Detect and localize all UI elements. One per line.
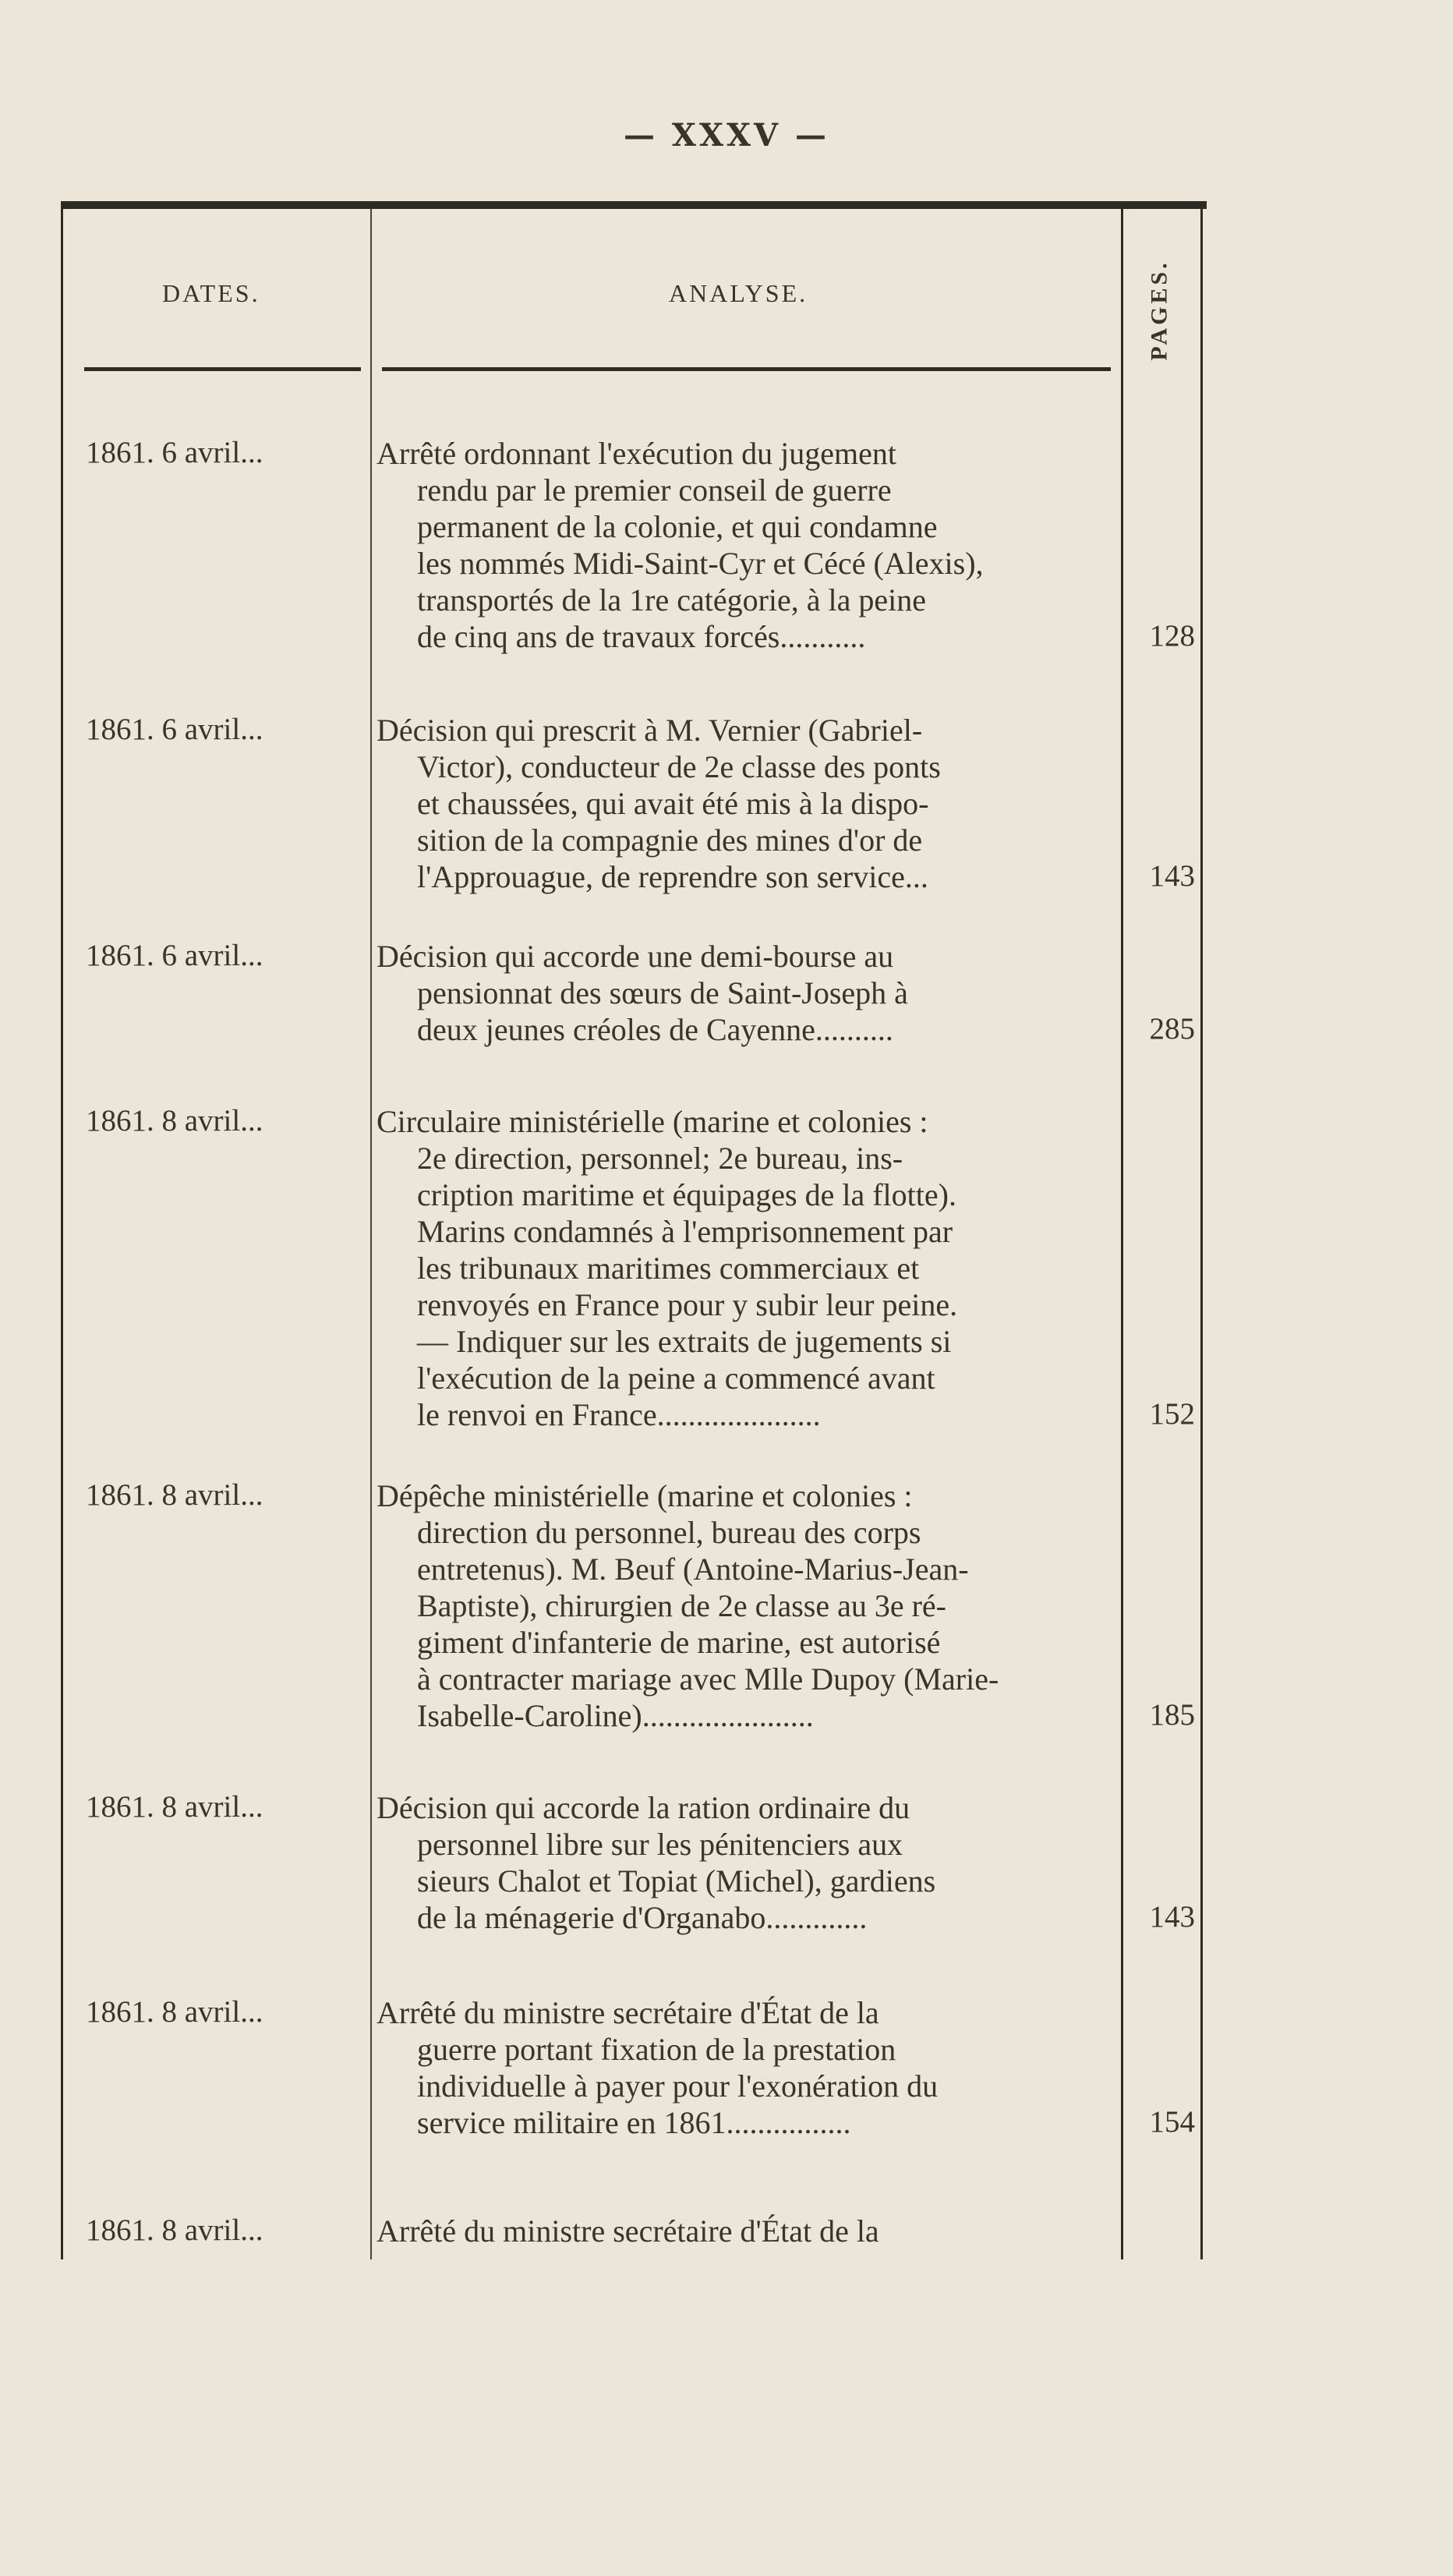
analyse-line: Décision qui accorde la ration ordinaire du — [377, 1790, 910, 1825]
analyse-line: personnel libre sur les pénitenciers aux — [417, 1827, 903, 1862]
entry-date: 1861. 8 avril... — [86, 1478, 263, 1512]
analyse-line: et chaussées, qui avait été mis à la dispo- — [417, 786, 929, 821]
analyse-line: 2e direction, personnel; 2e bureau, ins- — [417, 1141, 903, 1176]
analyse-line: guerre portant fixation de la prestation — [417, 2032, 896, 2067]
analyse-line: sieurs Chalot et Topiat (Michel), gardiens — [417, 1863, 936, 1898]
analyse-line: Isabelle-Caroline)...................... — [417, 1698, 814, 1733]
analyse-line: les tribunaux maritimes commerciaux et — [417, 1251, 920, 1286]
entry-analyse — [377, 1477, 1125, 1734]
entry-analyse — [377, 712, 1125, 895]
page-number: — XXXV — — [624, 117, 829, 154]
entry-date: 1861. 8 avril... — [86, 2213, 263, 2247]
analyse-line: deux jeunes créoles de Cayenne.......... — [417, 1012, 893, 1047]
entry-date: 1861. 6 avril... — [86, 436, 263, 469]
column-header-dates: DATES. — [162, 279, 260, 307]
analyse-line: renvoyés en France pour y subir leur peine. — [417, 1287, 958, 1322]
analyse-line: Arrêté du ministre secrétaire d'État de la — [377, 2213, 879, 2249]
entry-analyse — [377, 1994, 1125, 2141]
entry-analyse — [377, 1789, 1125, 1936]
analyse-line: Décision qui prescrit à M. Vernier (Gabriel- — [377, 713, 923, 748]
analyse-line: l'exécution de la peine a commencé avant — [417, 1361, 935, 1396]
entry-page-ref: 185 — [1149, 1698, 1195, 1732]
analyse-line: Arrêté du ministre secrétaire d'État de la — [377, 1995, 879, 2030]
header-rule-dates — [84, 367, 361, 371]
analyse-line: giment d'infanterie de marine, est autorisé — [417, 1625, 941, 1660]
entry-analyse — [377, 435, 1125, 655]
analyse-line: Dépêche ministérielle (marine et colonies : — [377, 1478, 913, 1513]
analyse-line: sition de la compagnie des mines d'or de — [417, 823, 923, 858]
header-rule-analyse — [382, 367, 1111, 371]
entry-page-ref: 152 — [1149, 1397, 1195, 1431]
analyse-line: Circulaire ministérielle (marine et colonies : — [377, 1104, 928, 1139]
analyse-line: — Indiquer sur les extraits de jugements si — [417, 1324, 952, 1359]
analyse-line: rendu par le premier conseil de guerre — [417, 472, 892, 508]
analyse-line: le renvoi en France..................... — [417, 1397, 821, 1432]
analyse-line: Décision qui accorde une demi-bourse au — [377, 939, 894, 974]
column-header-pages: PAGES. — [1147, 260, 1173, 361]
entry-page-ref: 143 — [1149, 859, 1195, 893]
entry-analyse — [377, 938, 1125, 1048]
analyse-line: de cinq ans de travaux forcés........... — [417, 619, 866, 654]
entry-page-ref: 143 — [1149, 1900, 1195, 1934]
column-header-analyse: ANALYSE. — [669, 279, 808, 307]
analyse-line: l'Approuague, de reprendre son service... — [417, 859, 928, 894]
analyse-line: Victor), conducteur de 2e classe des ponts — [417, 749, 941, 784]
analyse-line: les nommés Midi-Saint-Cyr et Cécé (Alexis), — [417, 546, 984, 581]
table-right-border — [1200, 209, 1203, 2259]
analyse-line: entretenus). M. Beuf (Antoine-Marius-Jean- — [417, 1552, 969, 1587]
analyse-line: direction du personnel, bureau des corps — [417, 1515, 921, 1550]
entry-page-ref: 285 — [1149, 1012, 1195, 1046]
entry-page-ref: 128 — [1149, 619, 1195, 653]
analyse-line: de la ménagerie d'Organabo............. — [417, 1900, 868, 1935]
analyse-line: permanent de la colonie, et qui condamne — [417, 509, 938, 544]
entry-date: 1861. 6 avril... — [86, 939, 263, 972]
entry-analyse — [377, 1103, 1125, 1433]
entry-page-ref: 154 — [1149, 2105, 1195, 2139]
analyse-line: Baptiste), chirurgien de 2e classe au 3e ré- — [417, 1588, 946, 1623]
analyse-line: service militaire en 1861................ — [417, 2105, 851, 2140]
analyse-line: Arrêté ordonnant l'exécution du jugement — [377, 436, 896, 471]
analyse-line: cription maritime et équipages de la flotte). — [417, 1177, 956, 1212]
analyse-line: pensionnat des sœurs de Saint-Joseph à — [417, 975, 908, 1010]
table-left-border — [61, 209, 63, 2259]
entry-date: 1861. 6 avril... — [86, 713, 263, 746]
entry-date: 1861. 8 avril... — [86, 1995, 263, 2029]
analyse-line: transportés de la 1re catégorie, à la peine — [417, 582, 927, 617]
analyse-line: individuelle à payer pour l'exonération du — [417, 2068, 939, 2104]
entry-date: 1861. 8 avril... — [86, 1790, 263, 1824]
dates-column-divider — [370, 209, 372, 2259]
register-table — [61, 201, 1207, 2259]
entry-analyse — [377, 2213, 1125, 2249]
table-top-rule — [61, 201, 1207, 209]
entry-date: 1861. 8 avril... — [86, 1104, 263, 1138]
analyse-line: Marins condamnés à l'emprisonnement par — [417, 1214, 953, 1249]
analyse-line: à contracter mariage avec Mlle Dupoy (Marie- — [417, 1661, 999, 1697]
